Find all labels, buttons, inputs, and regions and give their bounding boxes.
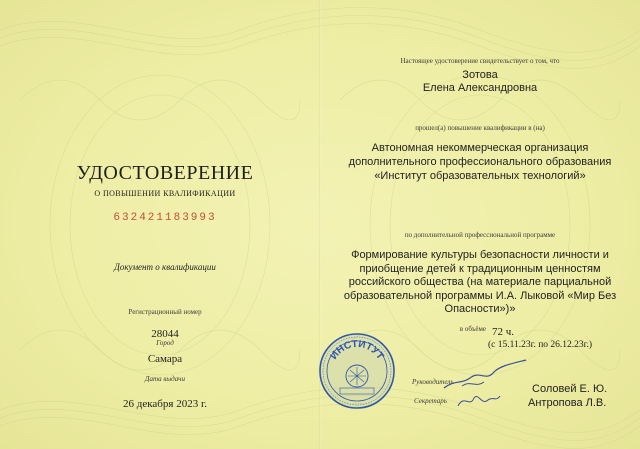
program-title [330, 249, 630, 317]
head-caption: Руководитель [412, 378, 454, 386]
issue-date: 26 декабря 2023 г. [123, 398, 207, 410]
hours: 72 ч. [492, 326, 515, 338]
passed-caption: прошел(а) повышение квалификации в (на) [415, 124, 545, 132]
organization [330, 141, 630, 183]
city: Самара [147, 353, 183, 365]
program-line: приобщение детей к традиционным ценностям [359, 262, 601, 275]
volume-caption: в объёме [459, 325, 486, 333]
program-line: образовательной программы И.А. Лыковой «Мир Без [343, 289, 617, 302]
program-line: Опасности»)» [444, 303, 516, 316]
registration-number: 28044 [151, 328, 179, 340]
issue-date-caption: Дата выдачи [145, 375, 185, 383]
registration-caption: Регистрационный номер [128, 308, 202, 316]
serial-number: 632421183993 [113, 212, 217, 224]
program-line: Формирование культуры безопасности личности и [351, 249, 609, 261]
certificate-intro: Настоящее удостоверение свидетельствует о том, что [400, 57, 560, 65]
secretary-caption: Секретарь [414, 397, 447, 405]
organization-line: Автономная некоммерческая организация [371, 142, 589, 154]
secretary-name: Антропова Л.В. [528, 397, 607, 409]
organization-line: «Институт образовательных технологий» [374, 170, 586, 182]
secretary-signature [456, 390, 502, 410]
holder-surname: Зотова [462, 69, 498, 81]
certificate-subtitle: О ПОВЫШЕНИИ КВАЛИФИКАЦИИ [94, 189, 236, 198]
holder-name: Елена Александровна [422, 82, 538, 94]
program-caption: по дополнительной профессиональной программе [404, 231, 556, 239]
city-caption: Город [156, 339, 174, 347]
organization-line: дополнительного профессионального образования [348, 156, 612, 168]
svg-text:ИНСТИТУТ: ИНСТИТУТ [328, 338, 386, 362]
head-name: Соловей Е. Ю. [532, 383, 608, 395]
program-line: российского общества (на материале парциальной [348, 276, 612, 289]
head-signature [440, 358, 530, 394]
institute-seal [318, 332, 396, 410]
study-period: (с 15.11.23г. по 26.12.23г.) [488, 340, 593, 350]
document-type: Документ о квалификации [114, 262, 216, 272]
certificate-title: УДОСТОВЕРЕНИЕ [76, 162, 254, 184]
